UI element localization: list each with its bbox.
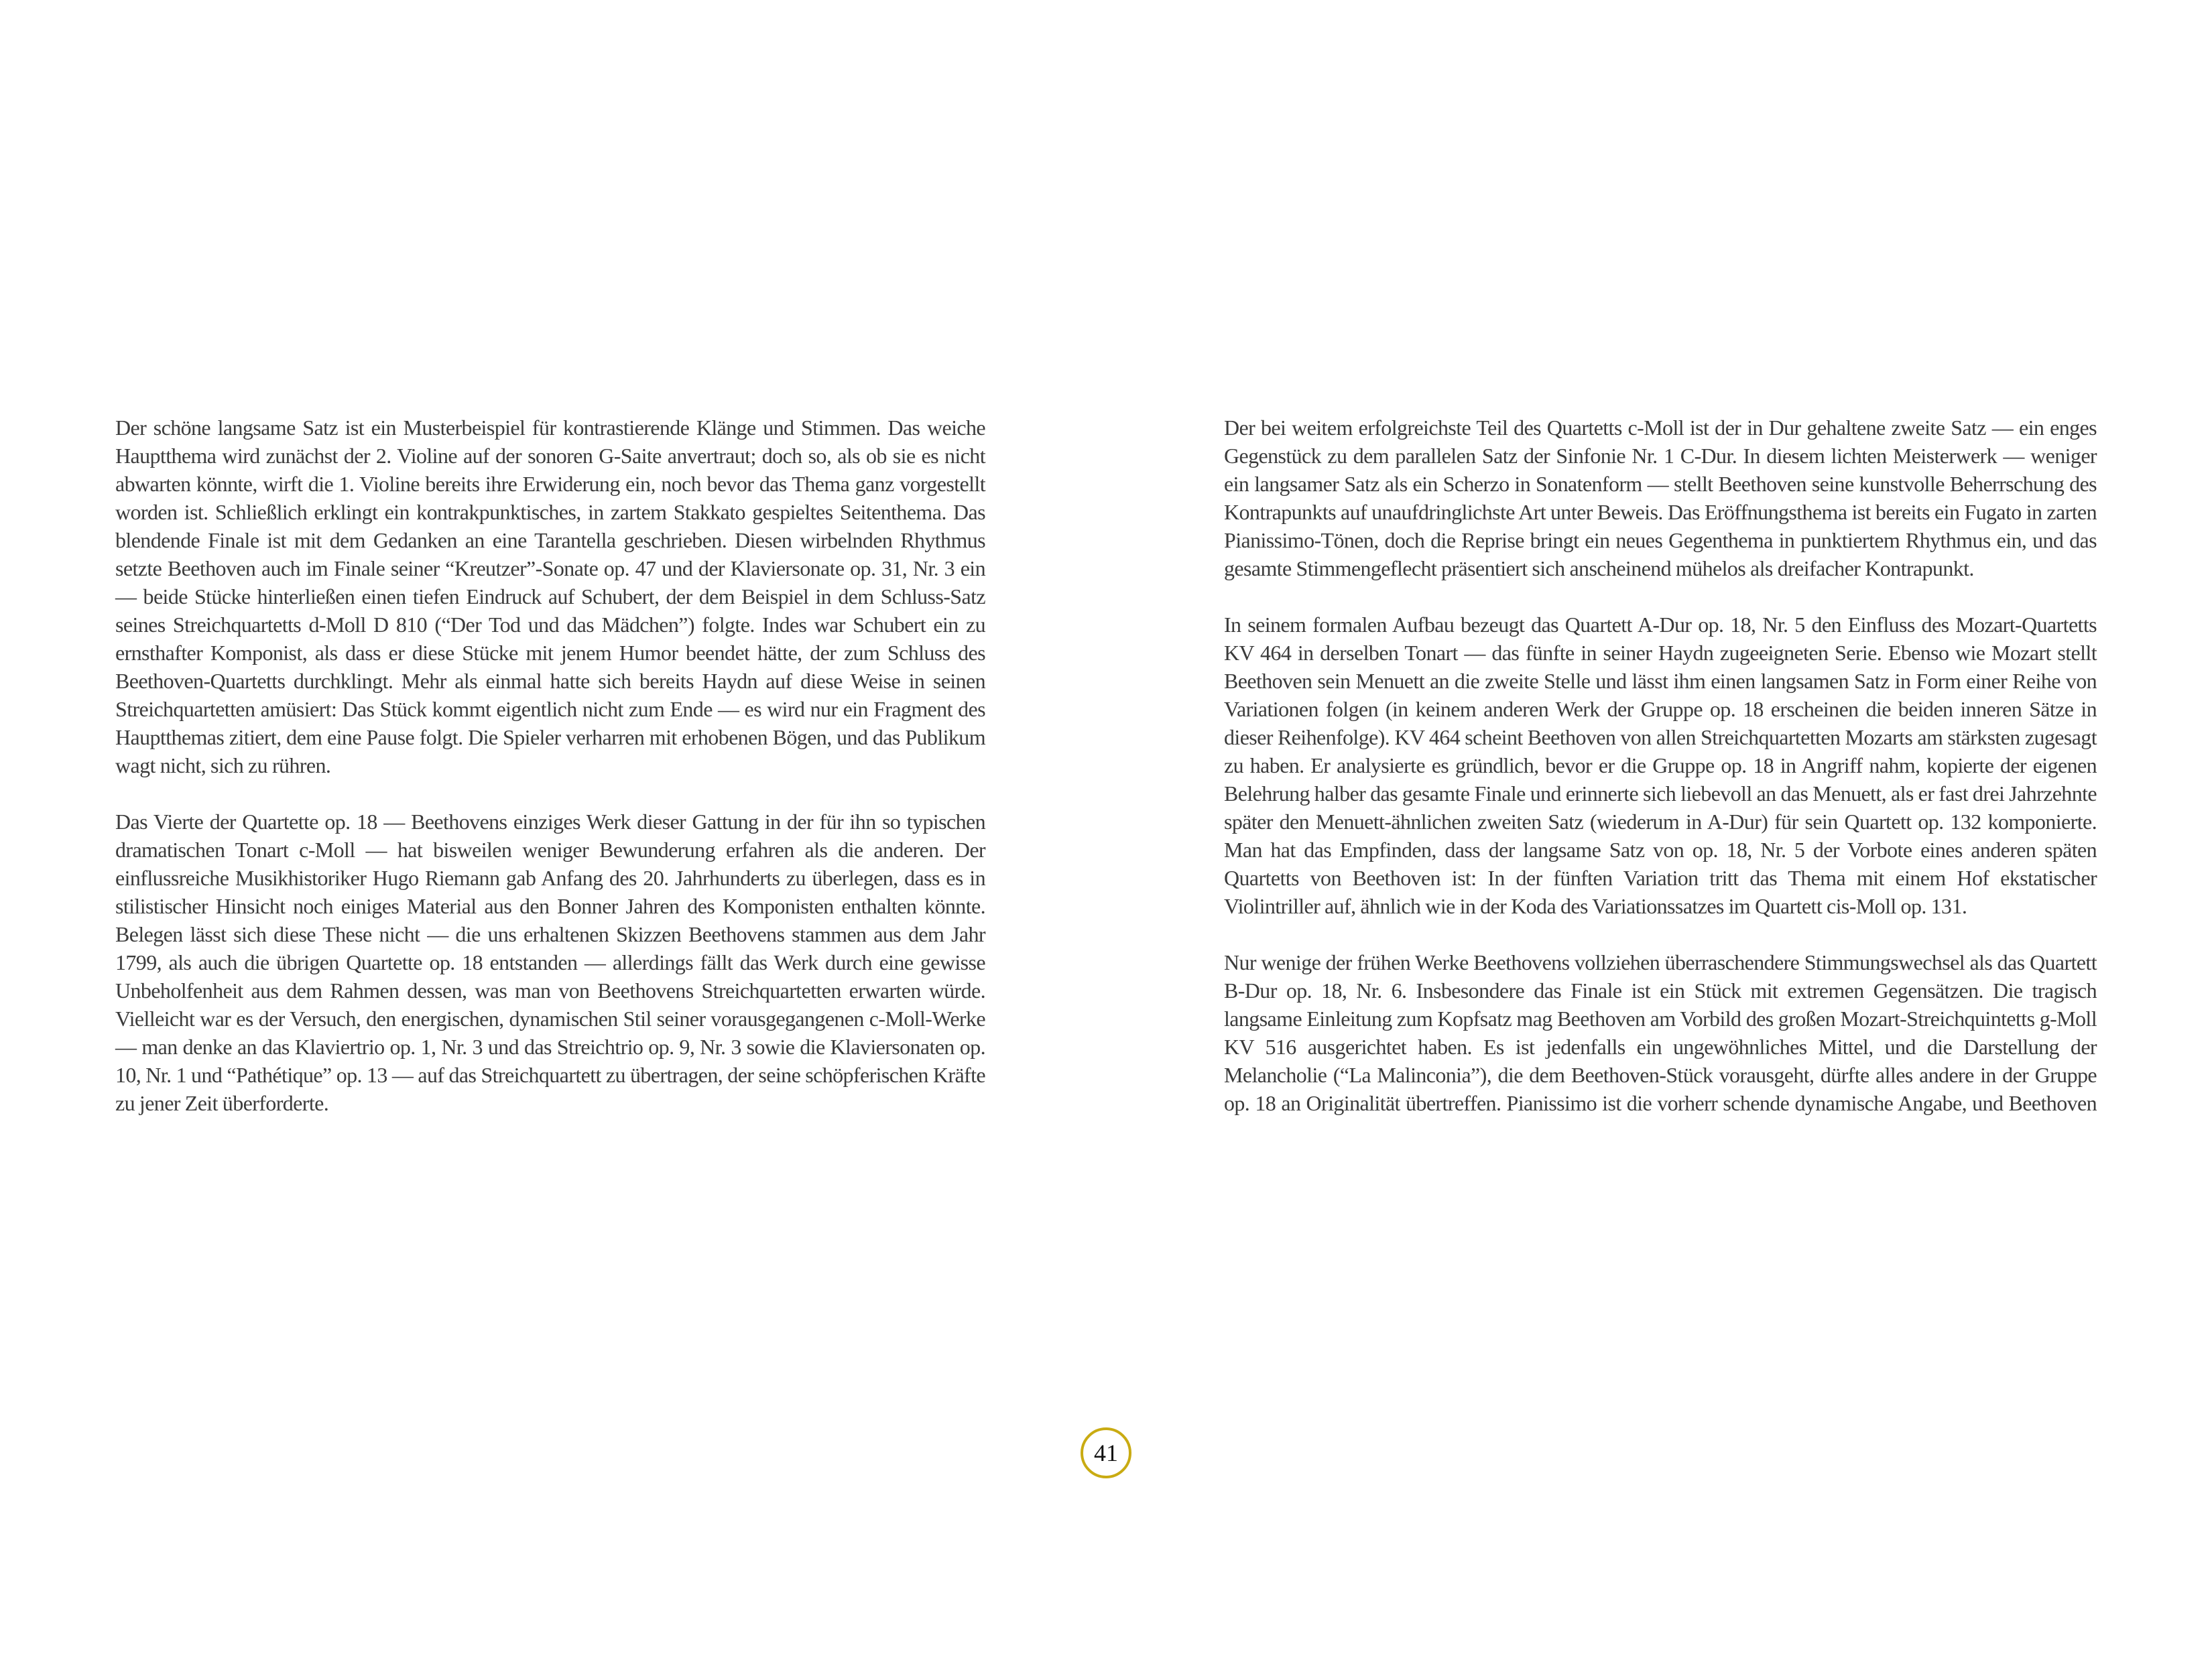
paragraph-continued: Nur wenige der frühen Werke Beethovens vollziehen überraschendere Stimmungswechsel als das Quartett B-Dur op. 18, Nr. 6. Insbesondere das Finale ist ein Stück mit extremen Gegensätzen. Die tragisch langsame Einleitung zum Kopfsatz mag Beethoven am Vorbild des großen Mozart-Streichquintetts g-Moll KV 516 ausgerichtet haben. Es ist jedenfalls ein ungewöhnliches Mittel, und die Darstellung der Melancholie (“La Malinconia”), die dem Beethoven-Stück vorausgeht, dürfte alles andere in der Gruppe op. 18 an Originalität übertreffen. Pianissimo ist die vorherr schende dynamische Angabe, und Beethoven bbox=[1224, 950, 2097, 1115]
left-column bbox=[115, 413, 985, 1117]
right-column bbox=[1224, 413, 2097, 1117]
page-number-badge bbox=[1081, 1427, 1131, 1478]
page-number: 41 bbox=[1094, 1440, 1118, 1466]
paragraph: Der bei weitem erfolgreichste Teil des Quartetts c-Moll ist der in Dur gehaltene zweite Satz — ein enges Gegenstück zu dem parallelen Satz der Sinfonie Nr. 1 C-Dur. In diesem lichten Meisterwerk — weniger ein langsamer Satz als ein Scherzo in Sonatenform — stellt Beethoven seine kunstvolle Beherrschung des Kontrapunkts auf unaufdringlichste Art unter Beweis. Das Eröffnungsthema ist bereits ein Fugato in zarten Pianissimo-Tönen, doch die Reprise bringt ein neues Gegenthema in punktiertem Rhythmus ein, und das gesamte Stimmengeflecht präsentiert sich anscheinend mühelos als dreifacher Kontrapunkt. bbox=[1224, 416, 2097, 580]
paragraph: Das Vierte der Quartette op. 18 — Beethovens einziges Werk dieser Gattung in der für ihn so typischen dramatischen Tonart c-Moll — hat bisweilen weniger Bewunderung erfahren als die anderen. Der einflussreiche Musikhistoriker Hugo Riemann gab Anfang des 20. Jahrhunderts zu überlegen, dass es in stilistischer Hinsicht noch einiges Material aus den Bonner Jahren des Komponisten enthalten könnte. Belegen lässt sich diese These nicht — die uns erhaltenen Skizzen Beethovens stammen aus dem Jahr 1799, als auch die übrigen Quartette op. 18 entstanden — allerdings fällt das Werk durch eine gewisse Unbeholfenheit aus dem Rahmen dessen, was man von Beethovens Streichquartetten erwarten würde. Vielleicht war es der Versuch, den energischen, dynamischen Stil seiner vorausgegangenen c-Moll-Werke — man denke an das Klaviertrio op. 1, Nr. 3 und das Streichtrio op. 9, Nr. 3 sowie die Klaviersonaten op. 10, Nr. 1 und “Pathétique” op. 13 — auf das Streichquartett zu übertragen, der seine schöpferischen Kräfte zu jener Zeit überforderte. bbox=[115, 810, 985, 1115]
paragraph: Der schöne langsame Satz ist ein Musterbeispiel für kontrastierende Klänge und Stimmen. Das weiche Hauptthema wird zunächst der 2. Violine auf der sonoren G-Saite anvertraut; doch so, als ob sie es nicht abwarten könnte, wirft die 1. Violine bereits ihre Erwiderung ein, noch bevor das Thema ganz vorgestellt worden ist. Schließlich erklingt ein kontrakpunktisches, in zartem Stakkato gespieltes Seitenthema. Das blendende Finale ist mit dem Gedanken an eine Tarantella geschrieben. Diesen wirbelnden Rhythmus setzte Beethoven auch im Finale seiner “Kreutzer”-Sonate op. 47 und der Klaviersonate op. 31, Nr. 3 ein — beide Stücke hinterließen einen tiefen Eindruck auf Schubert, der dem Beispiel in dem Schluss-Satz seines Streichquartetts d-Moll D 810 (“Der Tod und das Mädchen”) folgte. Indes war Schubert ein zu ernsthafter Komponist, als dass er diese Stücke mit jenem Humor beendet hätte, der zum Schluss des Beethoven-Quartetts durchklingt. Mehr als einmal hatte sich bereits Haydn auf diese Weise in seinen Streichquartetten amüsiert: Das Stück kommt eigentlich nicht zum Ende — es wird nur ein Fragment des Hauptthemas zitiert, dem eine Pause folgt. Die Spieler verharren mit erhobenen Bögen, und das Publikum wagt nicht, sich zu rühren. bbox=[115, 416, 985, 777]
paragraph: In seinem formalen Aufbau bezeugt das Quartett A-Dur op. 18, Nr. 5 den Einfluss des Mozart-Quartetts KV 464 in derselben Tonart — das fünfte in seiner Haydn zugeeigneten Serie. Ebenso wie Mozart stellt Beethoven sein Menuett an die zweite Stelle und lässt ihm einen langsamen Satz in Form einer Reihe von Variationen folgen (in keinem anderen Werk der Gruppe op. 18 erscheinen die beiden inneren Sätze in dieser Reihenfolge). KV 464 scheint Beethoven von allen Streichquartetten Mozarts am stärksten zugesagt zu haben. Er analysierte es gründlich, bevor er die Gruppe op. 18 in Angriff nahm, kopierte der eigenen Belehrung halber das gesamte Finale und erinnerte sich liebevoll an das Menuett, als er fast drei Jahrzehnte später den Menuett-ähnlichen zweiten Satz (wiederum in A-Dur) für sein Quartett op. 132 komponierte. Man hat das Empfinden, dass der langsame Satz von op. 18, Nr. 5 der Vorbote eines anderen späten Quartetts von Beethoven ist: In der fünften Variation tritt das Thema mit einem Hof ekstatischer Violintriller auf, ähnlich wie in der Koda des Variationssatzes im Quartett cis-Moll op. 131. bbox=[1224, 613, 2097, 918]
